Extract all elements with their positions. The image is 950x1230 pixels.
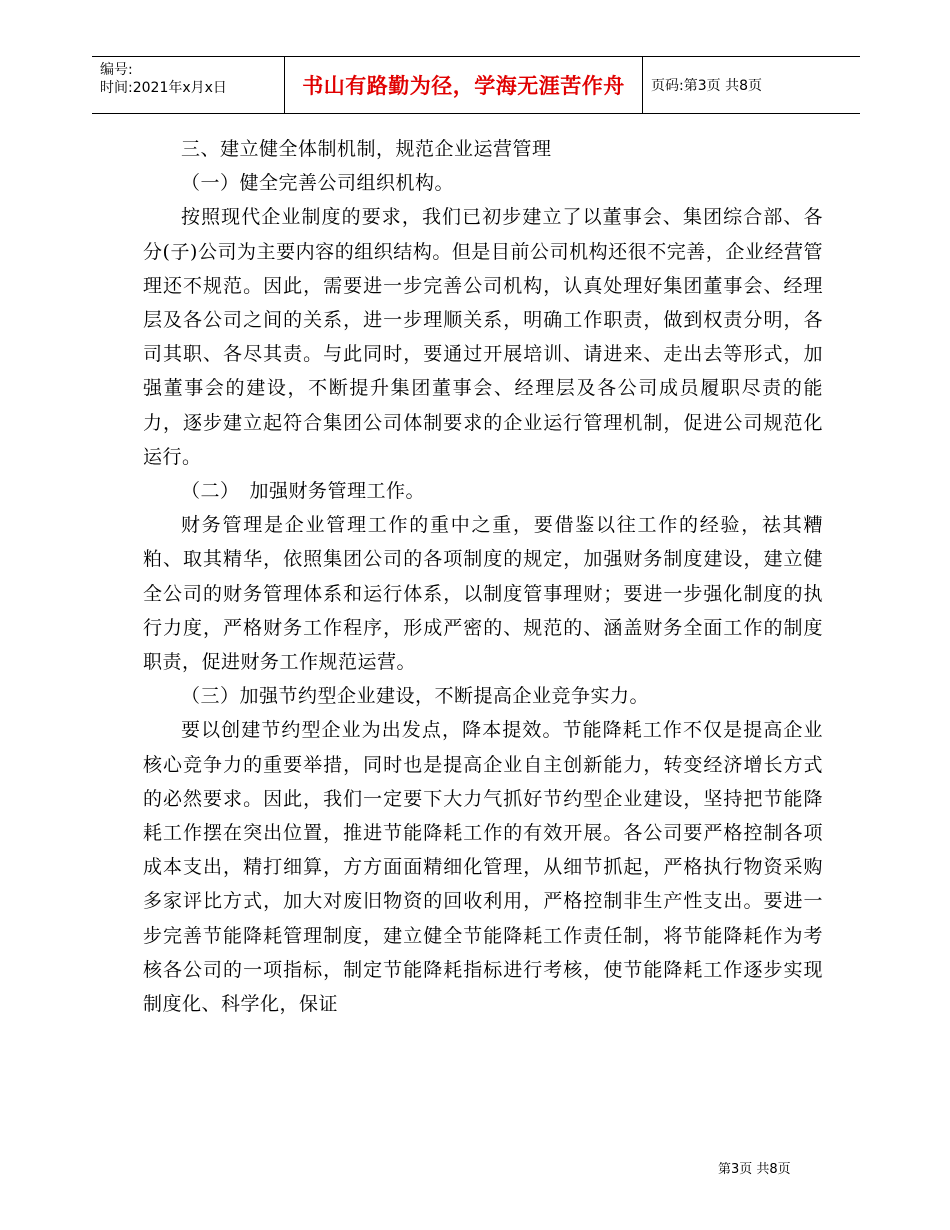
page-header (92, 56, 860, 114)
paragraph-1: 按照现代企业制度的要求，我们已初步建立了以董事会、集团综合部、各分(子)公司为主要内容的组织结构。但是目前公司机构还很不完善，企业经营管理还不规范。因此，需要进一步完善公司机构，认真处理好集团董事会、经理层及各公司之间的关系，进一步理顺关系，明确工作职责，做到权责分明，各司其职、各尽其责。与此同时，要通过开展培训、请进来、走出去等形式，加强董事会的建设，不断提升集团董事会、经理层及各公司成员履职尽责的能力，逐步建立起符合集团公司体制要求的企业运行管理机制，促进公司规范化运行。 (143, 206, 823, 468)
paragraph-2: 财务管理是企业管理工作的重中之重，要借鉴以往工作的经验，祛其糟粕、取其精华，依照集团公司的各项制度的规定，加强财务制度建设，建立健全公司的财务管理体系和运行体系，以制度管事理财；要进一步强化制度的执行力度，严格财务工作程序，形成严密的、规范的、涵盖财务全面工作的制度职责，促进财务工作规范运营。 (143, 514, 823, 674)
header-page-info: 页码:第3页 共8页 (651, 78, 762, 94)
header-meta (92, 57, 285, 113)
subsection-heading-1: （一）健全完善公司组织机构。 (181, 172, 455, 195)
subsection-heading-3: （三）加强节约型企业建设，不断提高企业竞争实力。 (181, 685, 650, 708)
paragraph-3: 要以创建节约型企业为出发点，降本提效。节能降耗工作不仅是提高企业核心竞争力的重要举措，同时也是提高企业自主创新能力，转变经济增长方式的必然要求。因此，我们一定要下大力气抓好节约型企业建设，坚持把节能降耗工作摆在突出位置，推进节能降耗工作的有效开展。各公司要严格控制各项成本支出，精打细算，方方面面精细化管理，从细节抓起，严格执行物资采购多家评比方式，加大对废旧物资的回收利用，严格控制非生产性支出。要进一步完善节能降耗管理制度，建立健全节能降耗工作责任制，将节能降耗作为考核各公司的一项指标，制定节能降耗指标进行考核，使节能降耗工作逐步实现制度化、科学化，保证 (143, 719, 823, 1016)
serial-number-label: 编号: (100, 62, 133, 78)
header-motto: 书山有路勤为径，学海无涯苦作舟 (285, 57, 643, 113)
date-label: 时间:2021年x月x日 (100, 80, 227, 96)
page-footer: 第3页 共8页 (718, 1162, 791, 1177)
document-body (143, 132, 823, 1021)
subsection-heading-2: （二） 加强财务管理工作。 (181, 480, 426, 503)
section-heading: 三、建立健全体制机制，规范企业运营管理 (181, 138, 552, 160)
